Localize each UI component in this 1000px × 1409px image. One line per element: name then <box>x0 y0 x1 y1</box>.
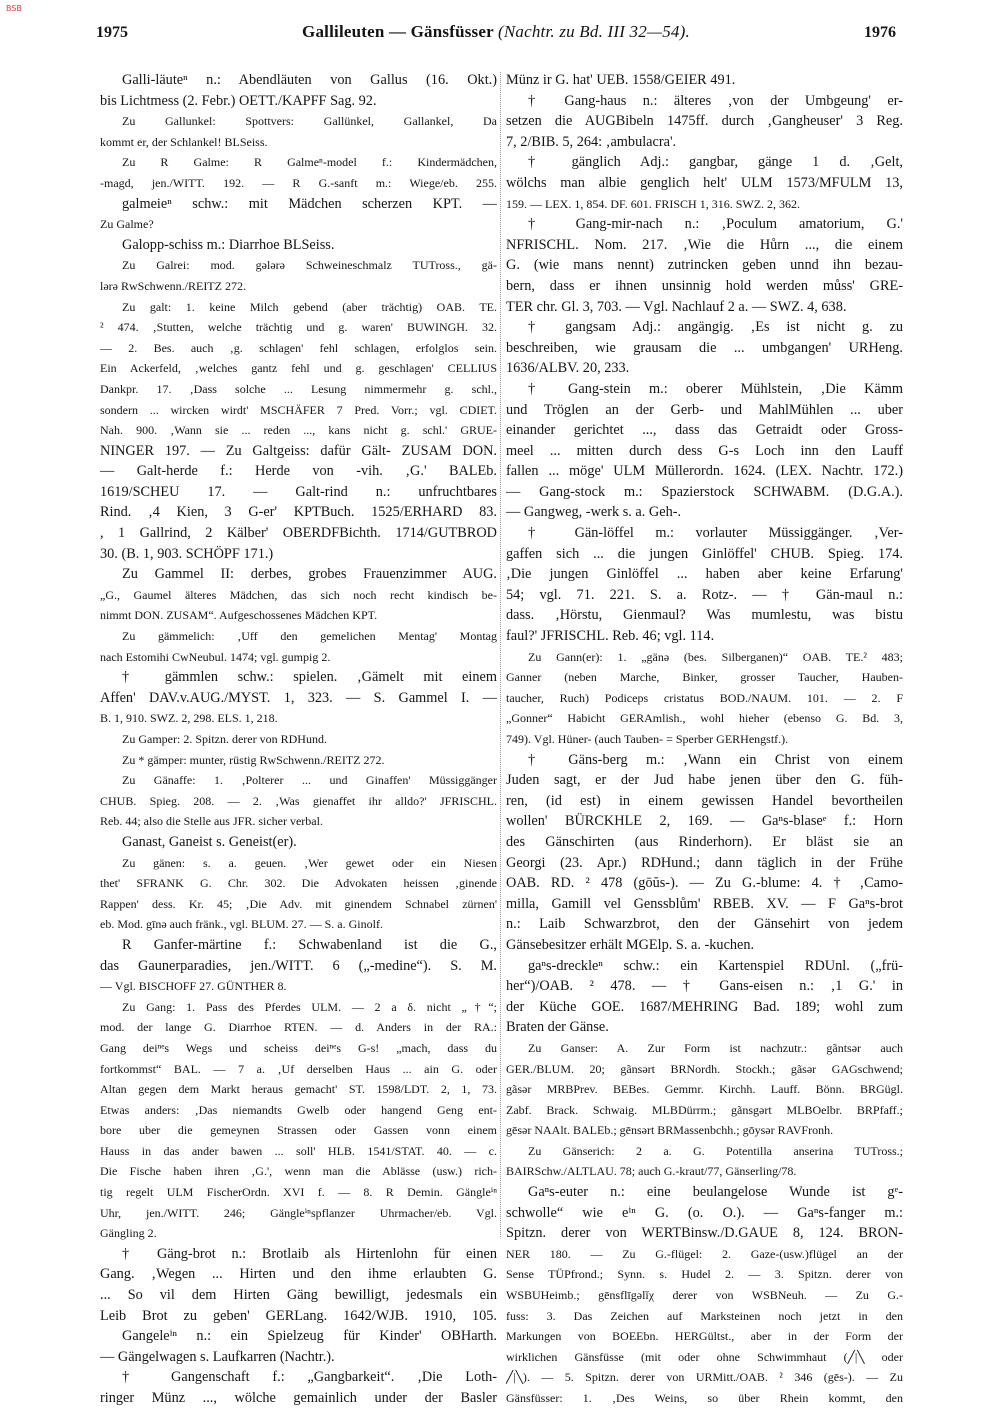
text-line: Zabf. Brack. Schwaig. MLBDürrm.; gãnsgǝrt MLBOelbr. BRPfaff.; <box>506 1102 903 1117</box>
text-line: † Gang-mir-nach n.: ‚Poculum amatorium, G.' <box>528 216 903 233</box>
text-line: Zu Ganser: A. Zur Form ist nachzutr.: gãntsǝr auch <box>528 1040 903 1055</box>
running-title-note: (Nachtr. zu Bd. III 32—54). <box>498 22 690 41</box>
text-line: Münz ir G. hat' UEB. 1558/GEIER 491. <box>506 72 736 88</box>
text-line: Rappen' dess. Kr. 45; ‚Die Adv. mit ginendem Schnabel zürnen' <box>100 896 497 911</box>
text-line: milla, Gamill vel Genssblům' RBEB. XV. — F Gaⁿs-brot <box>506 895 903 912</box>
page-number-right: 1976 <box>863 24 896 41</box>
text-line: wirklichen Gänsfüsse (mit oder ohne Schwimmhaut (╱|╲ oder <box>506 1349 903 1364</box>
text-line: † Gang-stein m.: oberer Mühlstein, ‚Die Kämm <box>528 380 903 397</box>
library-mark: BSB <box>6 4 22 13</box>
text-line: 1636/ALBV. 20, 233. <box>506 360 630 377</box>
text-line: Gang deiⁿᵉs Wegs und scheiss deiⁿᵉs G-s! „mach, dass du <box>100 1040 497 1055</box>
text-line: Hauss in das ander bawen ... soll' HLB. 1541/STAT. 40. — c. <box>100 1143 497 1158</box>
text-line: Reb. 44; also die Stelle aus JFR. sicher verbal. <box>100 814 323 829</box>
text-line: NFRISCHL. Nom. 217. ‚Wie die Hůrn ..., die einem <box>506 236 903 253</box>
text-line: Zu Galme? <box>100 217 154 232</box>
text-line: Gangeleⁱⁿ n.: ein Spielzeug für Kinder' OBHarth. <box>122 1328 497 1345</box>
text-line: Juden sagt, er der Jud habe jenen über den G. füh- <box>506 772 903 789</box>
text-line: Nah. 900. ‚Wann sie ... reden ..., kans nicht g. schl.' GRUE- <box>100 423 497 438</box>
left-column <box>100 70 497 1409</box>
text-line: Gänsfüsser: 1. ‚Des Weins, so über Rhein kommt, den <box>506 1391 903 1405</box>
text-line: ╱|╲). — 5. Spitzn. derer von URMitt./OAB. ² 346 (gēs-). — Zu <box>506 1370 903 1385</box>
text-line: Braten der Gänse. <box>506 1019 609 1036</box>
text-line: lǝrǝ RwSchwenn./REITZ 272. <box>100 278 246 293</box>
text-line: bore uber die gemeynen Strassen oder Gassen vonn einem <box>100 1123 497 1138</box>
text-line: schwolle“ wie eⁱⁿ G. (o. O.). — Gaⁿs-fanger m.: <box>506 1204 903 1221</box>
text-line: WSBUHeimb.; gēnsflīgǝlĭχ derer von WSBNeuh. — Zu G.- <box>506 1288 903 1303</box>
text-line: Zu Gammel II: derbes, grobes Frauenzimmer AUG. <box>122 566 497 583</box>
text-line: Gängling 2. <box>100 1226 157 1241</box>
text-line: 749). Vgl. Hüner- (auch Tauben- = Sperber GERHengstf.). <box>506 732 789 746</box>
text-line: her“)/OAB. ² 478. — † Gans-eisen n.: ‚1 G.' in <box>506 978 903 995</box>
text-line: 1619/SCHEU 17. — Galt-rind n.: unfruchtbares <box>100 483 497 500</box>
text-line: — Galt-herde f.: Herde von -vih. ‚G.' BALEb. <box>100 463 497 480</box>
column-divider <box>500 72 501 1237</box>
text-line: Rind. ‚4 Kien, 3 G-er' KPTBuch. 1525/ERHARD 83. <box>100 504 497 521</box>
text-line: thet' SFRANK G. Chr. 302. Die Advokaten heissen ‚ginende <box>100 876 497 891</box>
text-line: ‚Die jungen Ginlöffel ... haben aber keine Erfarung' <box>506 566 903 583</box>
text-line: -magd, jen./WITT. 192. — R G.-sanft m.: Wiege/eb. 255. <box>100 175 497 190</box>
text-line: Dankpr. 17. ‚Dass solche ... Lesung nimmermehr g. schl., <box>100 381 497 396</box>
text-line: gaffen sich ... die jungen Ginlöffel' CHUB. Spieg. 174. <box>506 545 903 562</box>
text-line: Zu Gänserich: 2 a. G. Potentilla anserina TUTross.; <box>528 1143 903 1158</box>
text-line: Etwas anders: ‚Das niemandts Gwelb oder hangend Geng ent- <box>100 1102 497 1117</box>
text-line: OAB. RD. ² 478 (gōŭs-). — Zu G.-blume: 4. † ‚Camo- <box>506 875 903 892</box>
text-line: Affen' DAV.v.AUG./MYST. 1, 323. — S. Gammel I. — <box>100 689 497 706</box>
text-line: NER 180. — Zu G.-flügel: 2. Gaze-(usw.)flügel an der <box>506 1246 903 1261</box>
text-line: fortkommst“ BAL. — 7 a. ‚Uf derselben Haus ... ain G. oder <box>100 1061 497 1076</box>
text-line: dass. ‚Hörstu, Gienmaul? Was mumlestu, was bistu <box>506 607 903 624</box>
text-line: gēsǝr NAAlt. BALEb.; gēnsǝrt BRMassenbchh.; gōysǝr RAVFronh. <box>506 1123 834 1138</box>
text-line: tig regelt ULM FischerOrdn. XVI f. — 8. R Demin. Gängleⁱⁿ <box>100 1185 497 1200</box>
text-line: ² 474. ‚Stutten, welche trächtig und g. waren' BUWINGH. 32. <box>100 320 497 335</box>
text-line: beschreiben, wie grausam die ... umbgangen' URHeng. <box>506 339 903 356</box>
text-line: sondern ... wircken wirdt' MSCHÄFER 7 Pred. Vorr.; vgl. CDIET. <box>100 402 497 417</box>
text-line: Gang. ‚Wegen ... Hirten und den ihme erlaubten G. <box>100 1266 497 1283</box>
text-line: B. 1, 910. SWZ. 2, 298. ELS. 1, 218. <box>100 711 278 726</box>
text-line: Zu Gänaffe: 1. ‚Polterer ... und Ginaffen' Müssiggänger <box>122 773 497 788</box>
text-line: Altan gegen dem Markt heraus gemacht' ST. 1598/LDT. 2, 1, 73. <box>100 1082 497 1097</box>
text-line: † Gang-haus n.: älteres ‚von der Umbgeung' er- <box>528 92 903 109</box>
text-line: Zu Galrei: mod. gǝlǝrǝ Schweineschmalz TUTross., gä- <box>122 258 497 273</box>
text-line: † gangsam Adj.: angängig. ‚Es ist nicht g. zu <box>528 319 903 336</box>
text-line: Leib Brot zu geben' GERLang. 1642/WJB. 1910, 105. <box>100 1307 497 1324</box>
text-line: Zu * gämper: munter, rüstig RwSchwenn./REITZ 272. <box>122 752 385 767</box>
text-line: galmeieⁿ schw.: mit Mädchen scherzen KPT. — <box>122 195 497 212</box>
text-line: † Gän-löffel m.: vorlauter Müssiggänger. ‚Ver- <box>528 525 903 542</box>
text-line: NINGER 197. — Zu Galtgeiss: dafür Gält- ZUSAM DON. <box>100 442 497 459</box>
text-line: fuss: 3. Das Zeichen auf Marksteinen noch jetzt in den <box>506 1308 903 1323</box>
text-line: meel ... mitten durch dess G-s Loch inn den Lauff <box>506 442 903 459</box>
text-line: bern, dass er ihnen unsinnig hold werden můss' GRE- <box>506 277 903 294</box>
text-line: — Gängelwagen s. Laufkarren (Nachtr.). <box>100 1348 335 1365</box>
text-line: Gänsebesitzer erhält MGElp. S. a. -kuchen. <box>506 936 755 953</box>
running-title-main: Gallileuten — Gänsfüsser <box>302 22 494 41</box>
text-line: wölchs man albie genglich helt' ULM 1573/MFULM 13, <box>506 174 903 191</box>
text-line: — Vgl. BISCHOFF 27. GÜNTHER 8. <box>100 979 287 994</box>
text-line: setzen die AUGBibeln 1475ff. durch ‚Gangheuser' 3 Reg. <box>506 113 903 130</box>
text-line: Galopp-schiss m.: Diarrhoe BLSeiss. <box>122 236 335 253</box>
text-line: Markungen von BOEEbn. HERGültst., aber in der Form der <box>506 1329 903 1344</box>
text-line: Zu galt: 1. keine Milch gebend (aber trächtig) OAB. TE. <box>122 299 497 314</box>
text-line: Georgi (23. Apr.) RDHund.; dann täglich in der Frühe <box>506 854 903 871</box>
running-title <box>302 22 690 42</box>
text-line: Ganner (neben Marche, Binker, grosser Taucher, Hauben- <box>506 670 903 685</box>
text-line: bis Lichtmess (2. Febr.) OETT./KAPFF Sag. 92. <box>100 92 377 109</box>
text-line: Zu Gallunkel: Spottvers: Gallünkel, Gallankel, Da <box>122 114 497 129</box>
text-line: ringer Münz ..., wölche gemainlich under der Basler <box>100 1390 497 1406</box>
right-column <box>506 70 903 1409</box>
page-header <box>96 22 896 52</box>
text-line: und Tröglen an der Gerb- und MahlMühlen ... uber <box>506 401 903 418</box>
text-line: Zu Gamper: 2. Spitzn. derer von RDHund. <box>122 732 327 746</box>
text-line: Die Fische haben ihren ‚G.', wenn man die Ablässe (usw.) rich- <box>100 1164 497 1179</box>
text-line: gãsǝr MRBPrev. BEBes. Gemmr. Kirchh. Lauff. Bönn. BRGügl. <box>506 1082 903 1097</box>
text-line: 7, 2/BIB. 5, 264: ‚ambulacra'. <box>506 133 677 150</box>
text-line: Galli-läuteⁿ n.: Abendläuten von Gallus (16. Okt.) <box>122 72 497 88</box>
text-line: — 2. Bes. auch ‚g. schlagen' fehl schlagen, erfolglos sein. <box>100 340 497 355</box>
page-number-left: 1975 <box>96 24 128 41</box>
text-line: † Gäng-brot n.: Brotlaib als Hirtenlohn für einen <box>122 1245 497 1262</box>
text-line: faul?' JFRISCHL. Reb. 46; vgl. 114. <box>506 628 715 645</box>
text-line: Uhr, jen./WITT. 246; Gängleⁱⁿspflanzer Uhrmacher/eb. Vgl. <box>100 1205 497 1220</box>
text-line: Gaⁿs-euter n.: eine beulangelose Wunde ist gᵉ- <box>528 1184 903 1201</box>
text-line: des Gänschirten (aus Rinderhorn). Er bläst sie an <box>506 833 903 850</box>
text-line: † Gäns-berg m.: ‚Wann ein Christ von einem <box>528 751 903 768</box>
text-line: R Ganfer-märtine f.: Schwabenland ist die G., <box>122 936 497 953</box>
text-line: BAIRSchw./ALTLAU. 78; auch G.-kraut/77, Gänserling/78. <box>506 1164 797 1179</box>
text-line: , 1 Gallrind, 2 Kälber' OBERDFBichth. 1714/GUTBROD <box>100 525 497 542</box>
text-line: wollen' BÜRCKHLE 2, 169. — Gaⁿs-blaseᵉ f.: Horn <box>506 813 903 830</box>
text-line: mod. der lange G. Diarrhoe RTEN. — d. Anders in der RA.: <box>100 1020 497 1035</box>
text-line: kommt er, der Schlankel! BLSeiss. <box>100 134 268 149</box>
text-line: Ganast, Ganeist s. Geneist(er). <box>122 833 297 850</box>
text-line: das Gaunerparadies, jen./WITT. 6 („-medine“). S. M. <box>100 957 497 974</box>
text-line: Sense TÜPfrond.; Synn. s. Hudel 2. — 3. Spitzn. derer von <box>506 1267 903 1282</box>
text-line: † gänglich Adj.: gangbar, gänge 1 d. ‚Gelt, <box>528 154 903 171</box>
text-line: 54; vgl. 71. 221. S. a. Rotz-. — † Gän-maul n.: <box>506 586 903 603</box>
text-line: Zu Gann(er): 1. „gänǝ (bes. Silberganen)“ OAB. TE.² 483; <box>528 649 903 664</box>
text-line: † gämmlen schw.: spielen. ‚Gämelt mit einem <box>122 669 497 686</box>
text-line: einander gerichtet ..., dass das Getraidt oder Gross- <box>506 422 903 439</box>
text-line: n.: Laib Schwarzbrot, den der Gänsehirt von jedem <box>506 916 903 933</box>
text-line: gaⁿs-dreckleⁿ schw.: ein Kartenspiel RDUnl. („frü- <box>528 957 903 974</box>
text-line: ren, (id est) in einem gewissen Handel bevortheilen <box>506 792 903 809</box>
text-line: nach Estomihi CwNeubul. 1474; vgl. gumpig 2. <box>100 649 331 664</box>
text-line: GER./BLUM. 20; gãnsǝrt BRNordh. Stockh.; gãsǝr GAGschwend; <box>506 1061 903 1076</box>
text-line: Zu Gang: 1. Pass des Pferdes ULM. — 2 a δ. nicht „†“; <box>122 999 497 1014</box>
text-line: — Gang-stock m.: Spazierstock SCHWABM. (D.G.A.). <box>506 483 903 500</box>
text-line: TER chr. Gl. 3, 703. — Vgl. Nachlauf 2 a. — SWZ. 4, 638. <box>506 298 847 315</box>
text-line: 30. (B. 1, 903. SCHÖPF 171.) <box>100 545 274 562</box>
text-line: Zu gänen: s. a. geuen. ‚Wer gewet oder ein Niesen <box>122 855 497 870</box>
text-line: fallen ... möge' ULM Müllerordn. 1624. (LEX. Nachtr. 172.) <box>506 463 903 480</box>
text-line: G. (wie mans nennt) zutrincken geben unnd ihn bezau- <box>506 257 903 274</box>
text-line: — Gangweg, -werk s. a. Geh-. <box>506 504 682 521</box>
text-line: 159. — LEX. 1, 854. DF. 601. FRISCH 1, 316. SWZ. 2, 362. <box>506 196 801 211</box>
text-line: CHUB. Spieg. 208. — 2. ‚Was gienaffet ihr alldo?' JFRISCHL. <box>100 793 497 808</box>
text-line: ... So vil dem Hirten Gäng bewilligt, jedesmals ein <box>100 1287 497 1304</box>
text-line: taucher, Ruch) Podiceps cristatus BOD./NAUM. 101. — 2. F <box>506 690 903 705</box>
text-line: Zu R Galme: R Galmeⁿ-model f.: Kindermädchen, <box>122 155 497 170</box>
text-line: Zu gämmelich: ‚Uff den gemelichen Mentag' Montag <box>122 629 497 644</box>
text-line: eb. Mod. gīnǝ auch fränk., vgl. BLUM. 27. — S. a. Ginolf. <box>100 917 383 932</box>
text-line: Spitzn. derer von WERTBinsw./D.GAUE 8, 124. BRON- <box>506 1225 903 1242</box>
text-line: nimmt DON. ZUSAM“. Aufgeschossenes Mädchen KPT. <box>100 608 378 623</box>
text-line: Ein Ackerfeld, ‚welches gantz fehl und g. geschlagen' CELLIUS <box>100 361 497 376</box>
text-line: „Gonner“ Habicht GERAmlish., wohl hieher (ebenso G. Bd. 3, <box>506 711 903 726</box>
text-line: † Gangenschaft f.: „Gangbarkeit“. ‚Die Loth- <box>122 1369 497 1386</box>
text-line: „G., Gaumel älteres Mädchen, das sich noch recht kindisch be- <box>100 587 497 602</box>
text-line: der Küche GOE. 1687/MEHRING Bad. 189; wohl zum <box>506 998 903 1015</box>
